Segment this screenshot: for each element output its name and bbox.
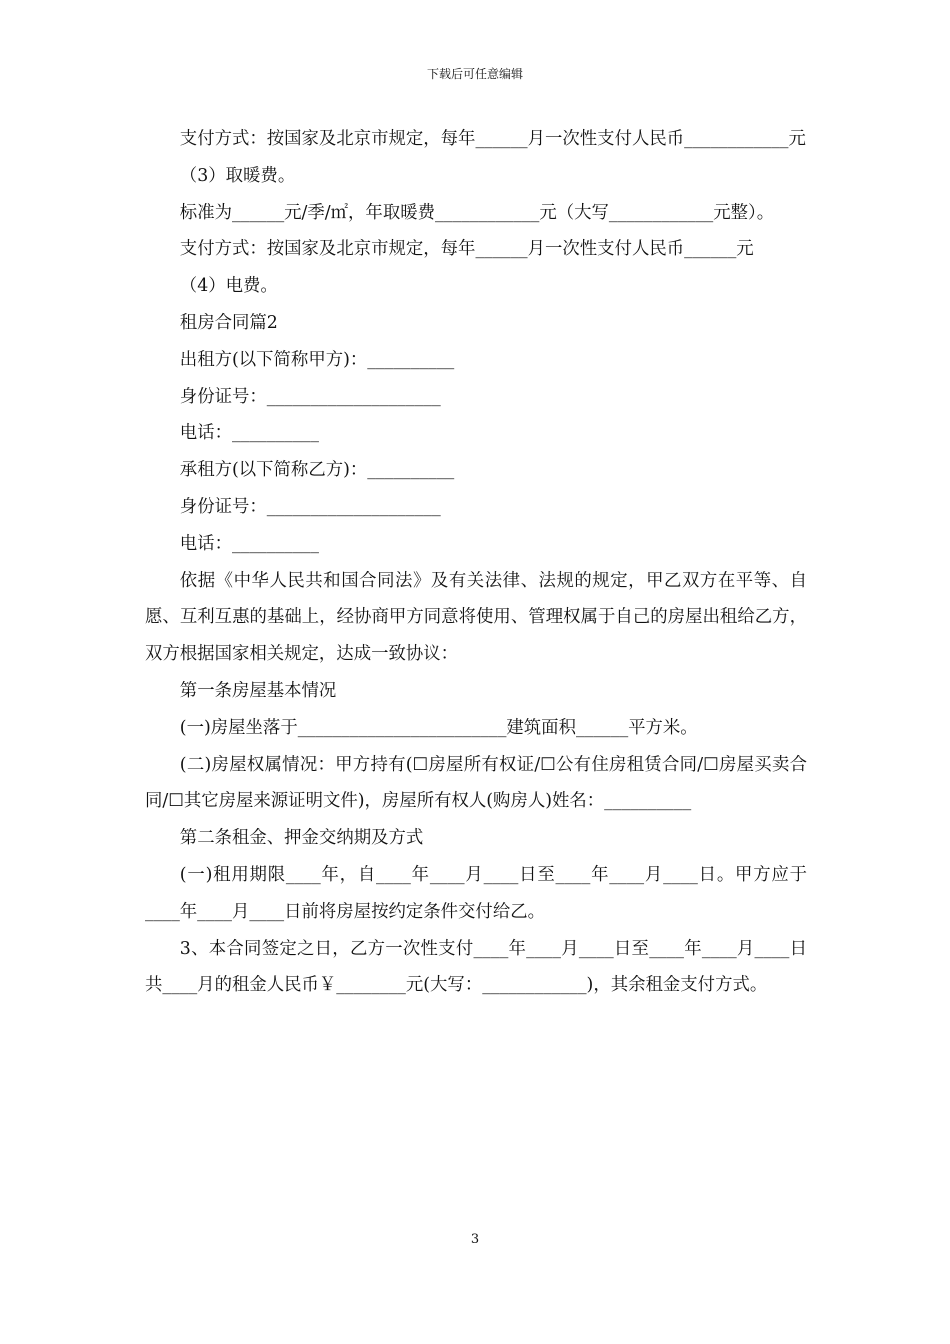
section-title: 租房合同篇2 bbox=[179, 312, 278, 333]
paragraph: （4）电费。 bbox=[179, 276, 278, 297]
paragraph: （3）取暖费。 bbox=[179, 165, 296, 186]
paragraph: 身份证号：____________________ bbox=[179, 386, 441, 407]
paragraph: 电话：__________ bbox=[179, 533, 319, 554]
paragraph: 支付方式：按国家及北京市规定，每年______月一次性支付人民币______元 bbox=[179, 239, 754, 260]
paragraph: (一)房屋坐落于________________________建筑面积______平方米。 bbox=[179, 717, 698, 738]
paragraph: (二)房屋权属情况：甲方持有(☐房屋所有权证/☐公有住房租赁合同/☐房屋买卖合同/☐其它房屋来源证明文件)，房屋所有权人(购房人)姓名：__________ bbox=[145, 754, 807, 812]
page-header: 下载后可任意编辑 bbox=[426, 67, 523, 81]
paragraph: 电话：__________ bbox=[179, 423, 319, 444]
article-heading: 第一条房屋基本情况 bbox=[179, 680, 337, 701]
paragraph: 支付方式：按国家及北京市规定，每年______月一次性支付人民币____________元 bbox=[179, 129, 806, 149]
paragraph: 3、本合同签定之日，乙方一次性支付____年____月____日至____年____月____日共____月的租金人民币￥________元(大写：____________)，其余租金支付方式。 bbox=[145, 938, 807, 996]
paragraph: 依据《中华人民共和国合同法》及有关法律、法规的规定，甲乙双方在平等、自愿、互利互惠的基础上，经协商甲方同意将使用、管理权属于自己的房屋出租给乙方，双方根据国家相关规定，达成一致协议： bbox=[145, 570, 807, 665]
paragraph: 身份证号：____________________ bbox=[179, 496, 441, 517]
paragraph: 标准为______元/季/㎡，年取暖费____________元（大写____________元整）。 bbox=[179, 202, 775, 223]
paragraph: 承租方(以下简称乙方)：__________ bbox=[179, 460, 455, 481]
paragraph: 出租方(以下简称甲方)：__________ bbox=[179, 349, 455, 370]
paragraph: (一)租用期限____年，自____年____月____日至____年____月____日。甲方应于____年____月____日前将房屋按约定条件交付给乙。 bbox=[145, 864, 807, 922]
article-heading: 第二条租金、押金交纳期及方式 bbox=[179, 828, 424, 849]
document-body bbox=[145, 121, 807, 1004]
page-number: 3 bbox=[470, 1232, 480, 1247]
